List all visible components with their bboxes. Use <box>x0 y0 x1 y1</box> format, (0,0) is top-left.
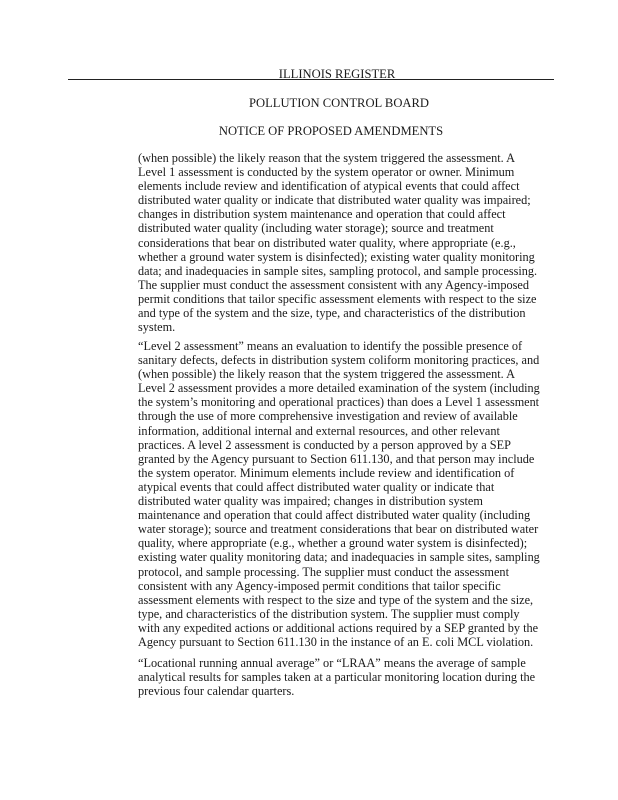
text-line: granted by the Agency pursuant to Section 611.130, and that person may include <box>138 451 535 466</box>
text-line: (when possible) the likely reason that the system triggered the assessment. A <box>138 151 516 165</box>
text-line: The supplier must conduct the assessment consistent with any Agency-imposed <box>138 277 530 292</box>
paragraph-lraa-definition <box>138 656 538 698</box>
text-line: the system’s monitoring and operational practices) than does a Level 1 assessment <box>138 395 540 410</box>
text-line: the system operator. Minimum elements include review and identification of <box>138 465 515 480</box>
text-line: atypical events that could affect distributed water quality or indicate that <box>138 479 495 494</box>
text-line: “Locational running annual average” or “LRAA” means the average of sample <box>138 656 526 670</box>
text-line: whether a ground water system is disinfected); existing water quality monitoring <box>138 249 535 264</box>
board-title: POLLUTION CONTROL BOARD <box>248 96 430 110</box>
text-line: elements include review and identification of atypical events that could affect <box>138 179 520 194</box>
text-line: protocol, and sample processing. The supplier must conduct the assessment <box>138 564 509 579</box>
paragraph-level-2-assessment <box>138 339 538 649</box>
text-line: maintenance and operation that could affect distributed water quality (including <box>138 508 531 523</box>
text-line: with any expedited actions or additional actions required by a SEP granted by the <box>138 620 539 635</box>
text-line: distributed water quality was impaired; changes in distribution system <box>138 494 483 509</box>
text-line: system. <box>138 320 176 335</box>
text-line: and type of the system and the size, type, and characteristics of the distribution <box>138 306 526 321</box>
text-line: quality, where appropriate (e.g., whether a ground water system is disinfected); <box>138 536 528 551</box>
text-line: Level 1 assessment is conducted by the system operator or owner. Minimum <box>138 165 515 180</box>
text-line: considerations that bear on distributed water quality, where appropriate (e.g., <box>138 235 516 250</box>
text-line: existing water quality monitoring data; and inadequacies in sample sites, sampling <box>138 550 540 565</box>
paragraph-level-1-continuation <box>138 151 538 334</box>
text-line: permit conditions that tailor specific assessment elements with respect to the size <box>138 291 537 306</box>
text-line: analytical results for samples taken at a particular monitoring location during the <box>138 670 536 685</box>
text-line: sanitary defects, defects in distribution system coliform monitoring practices, and <box>138 353 540 368</box>
text-line: previous four calendar quarters. <box>138 684 295 699</box>
text-line: consistent with any Agency-imposed permit conditions that tailor specific <box>138 578 501 593</box>
text-line: “Level 2 assessment” means an evaluation to identify the possible presence of <box>138 339 523 353</box>
text-line: data; and inadequacies in sample sites, sampling protocol, and sample processing. <box>138 263 538 278</box>
text-line: assessment elements with respect to the size and type of the system and the size, <box>138 592 534 607</box>
text-line: practices. A level 2 assessment is conducted by a person approved by a SEP <box>138 437 511 452</box>
text-line: Level 2 assessment provides a more detailed examination of the system (including <box>138 381 540 396</box>
text-line: information, additional internal and external resources, and other relevant <box>138 423 500 438</box>
register-title: ILLINOIS REGISTER <box>278 67 396 81</box>
text-line: (when possible) the likely reason that the system triggered the assessment. A <box>138 367 516 382</box>
text-line: distributed water quality (including water storage); source and treatment <box>138 221 494 236</box>
text-line: Agency pursuant to Section 611.130 in the instance of an E. coli MCL violation. <box>138 634 534 649</box>
text-line: changes in distribution system maintenance and operation that could affect <box>138 207 506 222</box>
text-line: distributed water quality or indicate that distributed water quality was impaired; <box>138 193 531 208</box>
text-line: water storage); source and treatment considerations that bear on distributed water <box>138 522 539 537</box>
text-line: type, and characteristics of the distribution system. The supplier must comply <box>138 606 520 621</box>
notice-title: NOTICE OF PROPOSED AMENDMENTS <box>218 124 444 138</box>
text-line: through the use of more comprehensive investigation and review of available <box>138 409 518 424</box>
